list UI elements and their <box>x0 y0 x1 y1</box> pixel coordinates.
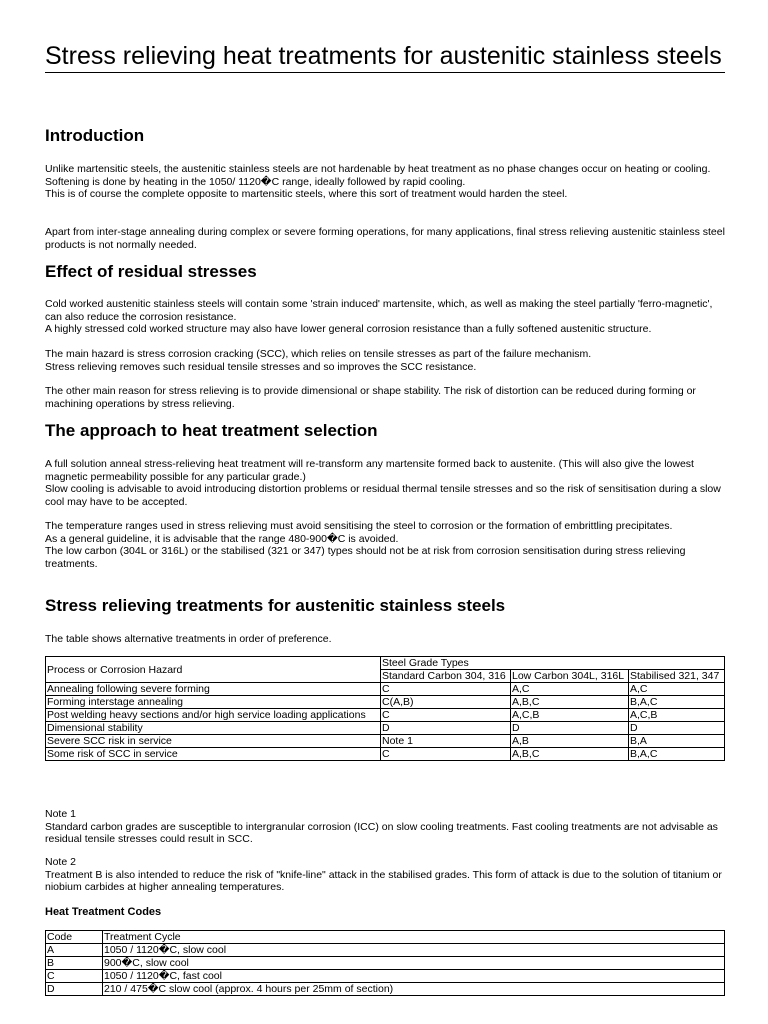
table-row <box>46 748 725 761</box>
header-stabilised: Stabilised 321, 347 <box>629 670 725 683</box>
table-row <box>46 970 725 983</box>
cell-low: D <box>511 722 629 735</box>
cell-cycle: 210 / 475�C slow cool (approx. 4 hours per 25mm of section) <box>103 983 725 996</box>
cell-standard: D <box>381 722 511 735</box>
table-row <box>46 722 725 735</box>
intro-paragraph-1: Unlike martensitic steels, the austenitic stainless steels are not hardenable by heat treatment as no phase changes occur on heating or cooling. <box>45 163 711 175</box>
cell-process: Some risk of SCC in service <box>46 748 381 761</box>
table-row <box>46 944 725 957</box>
treatments-table <box>45 656 725 761</box>
table-row <box>46 709 725 722</box>
table-row <box>46 683 725 696</box>
cell-stab: A,C <box>629 683 725 696</box>
treatments-intro: The table shows alternative treatments in order of preference. <box>45 633 332 645</box>
header-standard-carbon: Standard Carbon 304, 316 <box>381 670 511 683</box>
residual-paragraph-5: The other main reason for stress relieving is to provide dimensional or shape stability. The risk of distortion can be reduced during forming or machining operations by stress relieving. <box>45 385 696 410</box>
header-treatment-cycle: Treatment Cycle <box>103 931 725 944</box>
approach-body-2 <box>45 520 725 570</box>
cell-process: Annealing following severe forming <box>46 683 381 696</box>
table-row <box>46 735 725 748</box>
approach-paragraph-5: The low carbon (304L or 316L) or the stabilised (321 or 347) types should not be at risk from corrosion sensitisation during stress relieving treatments. <box>45 545 686 570</box>
residual-paragraph-2: A highly stressed cold worked structure may also have lower general corrosion resistance than a fully softened austenitic structure. <box>45 323 652 335</box>
header-code: Code <box>46 931 103 944</box>
cell-low: A,B <box>511 735 629 748</box>
note-2 <box>45 856 725 894</box>
cell-standard: Note 1 <box>381 735 511 748</box>
cell-standard: C(A,B) <box>381 696 511 709</box>
codes-table <box>45 930 725 996</box>
residual-body <box>45 298 725 336</box>
heading-introduction: Introduction <box>45 126 145 145</box>
cell-low: A,B,C <box>511 748 629 761</box>
intro-paragraph-4: Apart from inter-stage annealing during complex or severe forming operations, for many applications, final stress relieving austenitic stainless steel products is not normally needed. <box>45 226 725 251</box>
note-1 <box>45 808 725 846</box>
note-1-text: Standard carbon grades are susceptible to intergranular corrosion (ICC) on slow cooling treatments. Fast cooling treatments are not advisable as residual tensile stresses could result in SCC. <box>45 820 718 845</box>
page-title: Stress relieving heat treatments for austenitic stainless steels <box>45 0 725 73</box>
residual-paragraph-3: The main hazard is stress corrosion cracking (SCC), which relies on tensile stresses as part of the failure mechanism. <box>45 348 592 360</box>
cell-low: A,C <box>511 683 629 696</box>
document-page <box>45 0 725 995</box>
approach-paragraph-2: Slow cooling is advisable to avoid introducing distortion problems or residual thermal tensile stresses and so the risk of sensitisation during a slow cool may have to be accepted. <box>45 483 721 508</box>
cell-cycle: 1050 / 1120�C, slow cool <box>103 944 725 957</box>
intro-paragraph-2: Softening is done by heating in the 1050/ 1120�C range, ideally followed by rapid cooling. <box>45 175 466 188</box>
approach-body <box>45 458 725 508</box>
cell-standard: C <box>381 709 511 722</box>
cell-process: Severe SCC risk in service <box>46 735 381 748</box>
table-header-row <box>46 657 725 670</box>
cell-low: A,C,B <box>511 709 629 722</box>
cell-code: C <box>46 970 103 983</box>
residual-paragraph-4: Stress relieving removes such residual tensile stresses and so improves the SCC resistance. <box>45 360 477 373</box>
cell-stab: D <box>629 722 725 735</box>
cell-stab: B,A,C <box>629 696 725 709</box>
cell-code: B <box>46 957 103 970</box>
codes-header-row <box>46 931 725 944</box>
cell-process: Post welding heavy sections and/or high service loading applications <box>46 709 381 722</box>
approach-paragraph-3: The temperature ranges used in stress relieving must avoid sensitising the steel to corrosion or the formation of embrittling precipitates. <box>45 520 673 532</box>
cell-standard: C <box>381 683 511 696</box>
header-process: Process or Corrosion Hazard <box>46 657 381 683</box>
header-steel-grade-types: Steel Grade Types <box>381 657 725 670</box>
cell-low: A,B,C <box>511 696 629 709</box>
cell-standard: C <box>381 748 511 761</box>
residual-paragraph-1: Cold worked austenitic stainless steels will contain some 'strain induced' martensite, which, as well as making the steel partially 'ferro-magnetic', can also reduce the corrosion resistance. <box>45 298 713 323</box>
cell-cycle: 1050 / 1120�C, fast cool <box>103 970 725 983</box>
heading-treatments: Stress relieving treatments for austenitic stainless steels <box>45 596 506 615</box>
table-row <box>46 957 725 970</box>
note-2-text: Treatment B is also intended to reduce the risk of "knife-line" attack in the stabilised grades. This form of attack is due to the solution of titanium or niobium carbides at higher annealing temperatures. <box>45 868 722 893</box>
cell-code: D <box>46 983 103 996</box>
note-1-label: Note 1 <box>45 808 76 820</box>
header-low-carbon: Low Carbon 304L, 316L <box>511 670 629 683</box>
cell-stab: A,C,B <box>629 709 725 722</box>
heading-approach: The approach to heat treatment selection <box>45 421 378 440</box>
cell-process: Forming interstage annealing <box>46 696 381 709</box>
approach-paragraph-4: As a general guideline, it is advisable that the range 480-900�C is avoided. <box>45 532 399 545</box>
heading-heat-treatment-codes: Heat Treatment Codes <box>45 906 162 918</box>
cell-code: A <box>46 944 103 957</box>
intro-body <box>45 163 725 201</box>
note-2-label: Note 2 <box>45 856 76 868</box>
cell-cycle: 900�C, slow cool <box>103 957 725 970</box>
residual-body-2 <box>45 348 725 373</box>
cell-stab: B,A <box>629 735 725 748</box>
cell-stab: B,A,C <box>629 748 725 761</box>
table-row <box>46 696 725 709</box>
table-row <box>46 983 725 996</box>
intro-paragraph-3: This is of course the complete opposite to martensitic steels, where this sort of treatment would harden the steel. <box>45 188 568 200</box>
heading-residual-stresses: Effect of residual stresses <box>45 262 257 281</box>
cell-process: Dimensional stability <box>46 722 381 735</box>
approach-paragraph-1: A full solution anneal stress-relieving heat treatment will re-transform any martensite formed back to austenite. (This will also give the lowest magnetic permeability possible for any particular grade.) <box>45 458 694 483</box>
